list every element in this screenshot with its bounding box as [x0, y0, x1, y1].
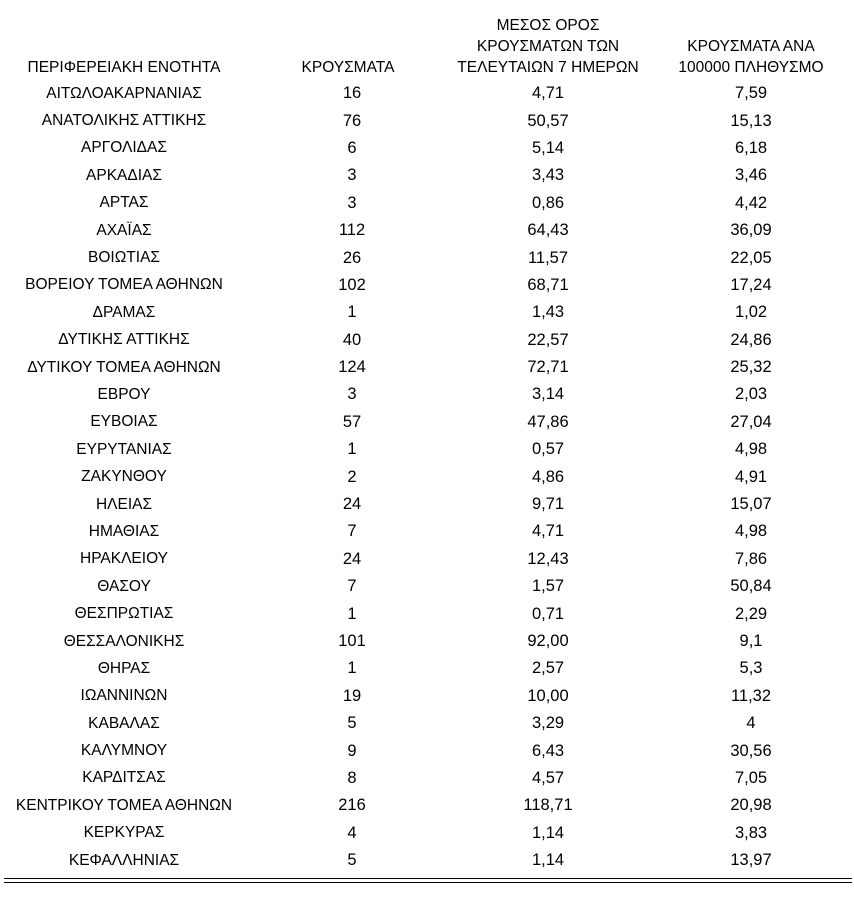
regional-unit-cell: ΚΕΡΚΥΡΑΣ: [83, 824, 165, 842]
seven-day-average-cell: 3,43: [531, 166, 565, 185]
regional-unit-cell: ΗΜΑΘΙΑΣ: [88, 522, 160, 540]
cases-per-100k-cell: 4: [746, 714, 756, 733]
table-header: [0, 0, 854, 80]
cases-per-100k-cell: 3,83: [734, 823, 768, 842]
regional-unit-cell: ΑΡΚΑΔΙΑΣ: [86, 166, 162, 184]
cases-cell: 24: [342, 549, 362, 568]
cases-cell: 3: [347, 385, 357, 404]
cases-cell: 26: [342, 248, 362, 267]
regional-unit-cell: ΚΕΝΤΡΙΚΟΥ ΤΟΜΕΑ ΑΘΗΝΩΝ: [15, 796, 233, 814]
regional-unit-cell: ΗΡΑΚΛΕΙΟΥ: [80, 550, 168, 568]
cases-per-100k-cell: 4,91: [734, 467, 768, 486]
cases-cell: 102: [338, 275, 366, 294]
cases-per-100k-cell: 6,18: [734, 138, 768, 157]
regional-unit-cell: ΑΙΤΩΛΟΑΚΑΡΝΑΝΙΑΣ: [46, 84, 202, 102]
cases-cell: 1: [347, 659, 357, 678]
cases-cell: 5: [347, 714, 357, 733]
seven-day-average-cell: 4,71: [531, 84, 565, 103]
regional-unit-cell: ΚΑΒΑΛΑΣ: [88, 714, 160, 732]
cases-cell: 57: [342, 412, 362, 431]
seven-day-average-cell: 1,14: [531, 823, 565, 842]
seven-day-average-cell: 4,57: [531, 768, 565, 787]
seven-day-average-cell: 9,71: [531, 495, 565, 514]
seven-day-average-cell: 64,43: [527, 221, 569, 240]
cases-cell: 3: [347, 166, 357, 185]
table-row: [0, 573, 854, 600]
cases-per-100k-cell: 13,97: [730, 851, 772, 870]
regional-unit-cell: ΑΝΑΤΟΛΙΚΗΣ ΑΤΤΙΚΗΣ: [41, 112, 207, 130]
regional-unit-cell: ΘΕΣΣΑΛΟΝΙΚΗΣ: [63, 632, 185, 650]
regional-unit-cell: ΑΡΤΑΣ: [99, 194, 149, 212]
cases-cell: 1: [347, 303, 357, 322]
regional-unit-cell: ΘΑΣΟΥ: [97, 577, 151, 595]
seven-day-average-cell: 1,43: [531, 303, 565, 322]
seven-day-average-cell: 3,29: [531, 714, 565, 733]
cases-cell: 7: [347, 577, 357, 596]
cases-per-100k-cell: 4,98: [734, 522, 768, 541]
header-row: [0, 0, 854, 80]
table-row: [0, 737, 854, 764]
cases-per-100k-cell: 3,46: [734, 166, 768, 185]
cases-per-100k-cell: 50,84: [730, 577, 772, 596]
table-row: [0, 765, 854, 792]
seven-day-average-cell: 92,00: [527, 632, 569, 650]
table-row: [0, 162, 854, 189]
regional-unit-cell: ΚΑΡΔΙΤΣΑΣ: [82, 769, 166, 787]
cases-cell: 4: [347, 823, 357, 842]
table-row: [0, 600, 854, 627]
regional-unit-cell: ΔΥΤΙΚΗΣ ΑΤΤΙΚΗΣ: [58, 331, 190, 349]
table-row: [0, 299, 854, 326]
seven-day-average-cell: 1,14: [531, 851, 565, 870]
table-row: [0, 135, 854, 162]
cases-cell: 1: [347, 440, 357, 459]
cases-per-100k-cell: 2,29: [734, 604, 768, 623]
regional-unit-cell: ΑΧΑΪΑΣ: [96, 221, 152, 239]
table-row: [0, 463, 854, 490]
cases-per-100k-cell: 20,98: [730, 796, 772, 815]
seven-day-average-cell: 68,71: [527, 275, 569, 294]
cases-per-100k-cell: 30,56: [730, 741, 772, 760]
seven-day-average-cell: 4,71: [531, 522, 565, 541]
seven-day-average-cell: 4,86: [531, 467, 565, 486]
cases-per-100k-cell: 11,32: [730, 686, 772, 705]
regional-unit-cell: ΖΑΚΥΝΘΟΥ: [81, 468, 167, 486]
cases-per-100k-cell: 25,32: [730, 358, 772, 377]
table-row: [0, 546, 854, 573]
regional-unit-cell: ΚΕΦΑΛΛΗΝΙΑΣ: [68, 851, 180, 869]
seven-day-average-cell: 0,71: [531, 604, 565, 623]
regional-unit-cell: ΙΩΑΝΝΙΝΩΝ: [80, 687, 168, 705]
cases-per-100k-cell: 17,24: [730, 275, 772, 294]
cases-per-100k-cell: 27,04: [730, 412, 772, 431]
table-row: [0, 436, 854, 463]
cases-per-100k-cell: 15,07: [730, 495, 772, 514]
cases-cell: 76: [342, 111, 362, 130]
seven-day-average-cell: 47,86: [527, 412, 569, 431]
table-body: [0, 80, 854, 874]
cases-per-100k-cell: 5,3: [739, 659, 763, 678]
cases-per-100k-cell: 24,86: [730, 330, 772, 349]
table-row: [0, 107, 854, 134]
table-row: [0, 190, 854, 217]
seven-day-average-cell: 118,71: [523, 796, 573, 815]
table-row: [0, 217, 854, 244]
cases-per-100k-cell: 7,86: [734, 549, 768, 568]
table-row: [0, 327, 854, 354]
regional-unit-cell: ΚΑΛΥΜΝΟΥ: [80, 742, 168, 760]
cases-cell: 216: [338, 796, 366, 815]
header-regional-unit: ΠΕΡΙΦΕΡΕΙΑΚΗ ΕΝΟΤΗΤΑ: [27, 59, 221, 76]
cases-per-100k-cell: 22,05: [730, 248, 772, 267]
header-cases: ΚΡΟΥΣΜΑΤΑ: [301, 59, 395, 76]
regional-unit-cell: ΑΡΓΟΛΙΔΑΣ: [81, 139, 167, 157]
cases-per-100k-cell: 2,03: [734, 385, 768, 404]
cases-cell: 19: [342, 686, 362, 705]
table-row: [0, 847, 854, 874]
regional-unit-cell: ΒΟΙΩΤΙΑΣ: [88, 249, 160, 267]
cases-per-100k-cell: 4,42: [734, 193, 768, 212]
table-bottom-double-rule: [4, 882, 852, 883]
regional-unit-cell: ΔΥΤΙΚΟΥ ΤΟΜΕΑ ΑΘΗΝΩΝ: [27, 358, 221, 376]
regional-unit-cell: ΔΡΑΜΑΣ: [92, 303, 156, 321]
table-bottom-rule: [4, 878, 852, 879]
seven-day-average-cell: 6,43: [531, 741, 565, 760]
seven-day-average-cell: 22,57: [527, 330, 569, 349]
cases-cell: 9: [347, 741, 357, 760]
table-row: [0, 518, 854, 545]
cases-per-100k-cell: 15,13: [730, 111, 772, 130]
table-row: [0, 820, 854, 847]
seven-day-average-cell: 12,43: [527, 549, 569, 568]
seven-day-average-cell: 5,14: [531, 138, 565, 157]
table-row: [0, 381, 854, 408]
regional-unit-cell: ΕΒΡΟΥ: [97, 385, 151, 403]
seven-day-average-cell: 3,14: [531, 385, 565, 404]
cases-per-100k-cell: 4,98: [734, 440, 768, 459]
cases-cell: 16: [342, 84, 362, 103]
seven-day-average-cell: 2,57: [531, 659, 565, 678]
regional-unit-cell: ΕΥΡΥΤΑΝΙΑΣ: [76, 440, 172, 458]
seven-day-average-cell: 10,00: [527, 686, 569, 705]
cases-per-100k-cell: 9,1: [739, 632, 763, 650]
table-row: [0, 628, 854, 655]
seven-day-average-cell: 72,71: [527, 358, 569, 377]
table-row: [0, 244, 854, 271]
cases-cell: 1: [347, 604, 357, 623]
cases-per-100k-cell: 7,59: [734, 84, 768, 103]
seven-day-average-cell: 1,57: [531, 577, 565, 596]
regional-unit-cell: ΗΛΕΙΑΣ: [95, 495, 153, 513]
cases-cell: 124: [338, 358, 366, 377]
regional-unit-cell: ΘΗΡΑΣ: [97, 659, 151, 677]
cases-per-100k-cell: 36,09: [730, 221, 772, 240]
cases-per-100k-cell: 7,05: [734, 768, 768, 787]
regional-unit-cell: ΕΥΒΟΙΑΣ: [90, 413, 158, 431]
regional-unit-cell: ΘΕΣΠΡΩΤΙΑΣ: [74, 605, 174, 623]
cases-cell: 40: [342, 330, 362, 349]
cases-cell: 3: [347, 193, 357, 212]
cases-cell: 112: [338, 221, 366, 240]
cases-cell: 7: [347, 522, 357, 541]
table-row: [0, 80, 854, 107]
seven-day-average-cell: 50,57: [527, 111, 569, 130]
header-7day-average: ΜΕΣΟΣ ΟΡΟΣ ΚΡΟΥΣΜΑΤΩΝ ΤΩΝ ΤΕΛΕΥΤΑΙΩΝ 7 ΗΜΕΡΩΝ: [457, 17, 639, 76]
cases-cell: 8: [347, 768, 357, 787]
cases-cell: 101: [338, 632, 366, 650]
table-row: [0, 491, 854, 518]
table-row: [0, 792, 854, 819]
cases-cell: 24: [342, 495, 362, 514]
table-row: [0, 354, 854, 381]
table-row: [0, 655, 854, 682]
table-row: [0, 710, 854, 737]
cases-cell: 5: [347, 851, 357, 870]
cases-cell: 6: [347, 138, 357, 157]
seven-day-average-cell: 0,57: [531, 440, 565, 459]
cases-cell: 2: [347, 467, 357, 486]
table-row: [0, 272, 854, 299]
header-cases-per-100k: ΚΡΟΥΣΜΑΤΑ ΑΝΑ 100000 ΠΛΗΘΥΣΜΟ: [678, 38, 824, 76]
table-row: [0, 683, 854, 710]
seven-day-average-cell: 11,57: [527, 248, 569, 267]
table-row: [0, 409, 854, 436]
regional-unit-cell: ΒΟΡΕΙΟΥ ΤΟΜΕΑ ΑΘΗΝΩΝ: [25, 276, 223, 294]
cases-per-100k-cell: 1,02: [734, 303, 768, 322]
seven-day-average-cell: 0,86: [531, 193, 565, 212]
